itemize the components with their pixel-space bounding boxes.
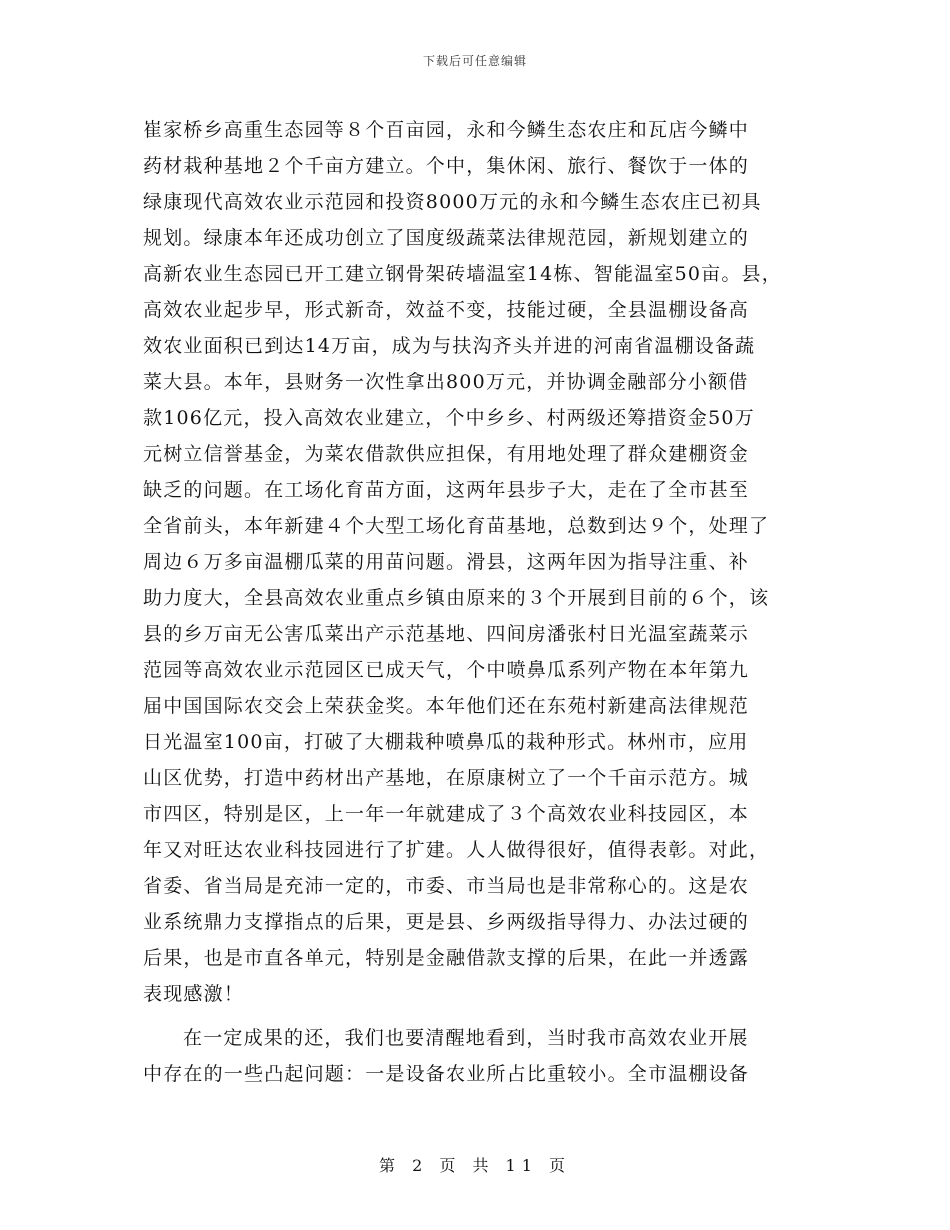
text-line: 中存在的一些凸起问题：一是设备农业所占比重较小。全市温棚设备 <box>143 1063 750 1085</box>
text-line: 市四区，特别是区，上一年一年就建成了３个高效农业科技园区，本 <box>143 803 750 825</box>
text-line: 县的乡万亩无公害瓜菜出产示范基地、四间房潘张村日光温室蔬菜示 <box>143 623 750 645</box>
text-line: 周边６万多亩温棚瓜菜的用苗问题。滑县，这两年因为指导注重、补 <box>143 551 750 573</box>
paragraph-2 <box>143 1020 833 1092</box>
text-line: 在一定成果的还，我们也要清醒地看到，当时我市高效农业开展 <box>183 1027 749 1049</box>
document-body <box>143 112 833 1092</box>
text-line: 绿康现代高效农业示范园和投资8000万元的永和今鳞生态农庄已初具 <box>143 191 762 213</box>
text-line: 全省前头，本年新建４个大型工场化育苗基地，总数到达９个，处理了 <box>143 515 770 537</box>
text-line: 高效农业起步早，形式新奇，效益不变，技能过硬，全县温棚设备高 <box>143 299 750 321</box>
text-line: 元树立信誉基金，为菜农借款供应担保，有用地处理了群众建棚资金 <box>143 443 750 465</box>
text-line: 范园等高效农业示范园区已成天气，个中喷鼻瓜系列产物在本年第九 <box>143 659 750 681</box>
text-line: 菜大县。本年，县财务一次性拿出800万元，并协调金融部分小额借 <box>143 371 749 393</box>
paragraph-1 <box>143 112 833 1012</box>
text-line: 崔家桥乡高重生态园等８个百亩园，永和今鳞生态农庄和瓦店今鳞中 <box>143 119 750 141</box>
page-footer: 第 2 页 共 11 页 <box>379 1156 571 1175</box>
text-line: 效农业面积已到达14万亩，成为与扶沟齐头并进的河南省温棚设备蔬 <box>143 335 756 357</box>
text-line: 业系统鼎力支撑指点的后果，更是县、乡两级指导得力、办法过硬的 <box>143 911 750 933</box>
page-header: 下载后可任意编辑 <box>422 54 527 68</box>
text-line: 日光温室100亩，打破了大棚栽种喷鼻瓜的栽种形式。林州市，应用 <box>143 731 749 753</box>
text-line: 省委、省当局是充沛一定的，市委、市当局也是非常称心的。这是农 <box>143 875 750 897</box>
text-line: 款106亿元，投入高效农业建立，个中乡乡、村两级还筹措资金50万 <box>143 407 755 429</box>
text-line: 届中国国际农交会上荣获金奖。本年他们还在东苑村新建高法律规范 <box>143 695 750 717</box>
text-line: 年又对旺达农业科技园进行了扩建。人人做得很好，值得表彰。对此， <box>143 839 770 861</box>
text-line: 高新农业生态园已开工建立钢骨架砖墙温室14栋、智能温室50亩。县， <box>143 263 782 285</box>
text-line: 药材栽种基地２个千亩方建立。个中，集休闲、旅行、餐饮于一体的 <box>143 155 750 177</box>
text-line: 缺乏的问题。在工场化育苗方面，这两年县步子大，走在了全市甚至 <box>143 479 750 501</box>
text-line: 表现感激！ <box>143 983 245 1005</box>
text-line: 助力度大，全县高效农业重点乡镇由原来的３个开展到目前的６个，该 <box>143 587 770 609</box>
text-line: 后果，也是市直各单元，特别是金融借款支撑的后果，在此一并透露 <box>143 947 750 969</box>
text-line: 规划。绿康本年还成功创立了国度级蔬菜法律规范园，新规划建立的 <box>143 227 750 249</box>
text-line: 山区优势，打造中药材出产基地，在原康树立了一个千亩示范方。城 <box>143 767 750 789</box>
